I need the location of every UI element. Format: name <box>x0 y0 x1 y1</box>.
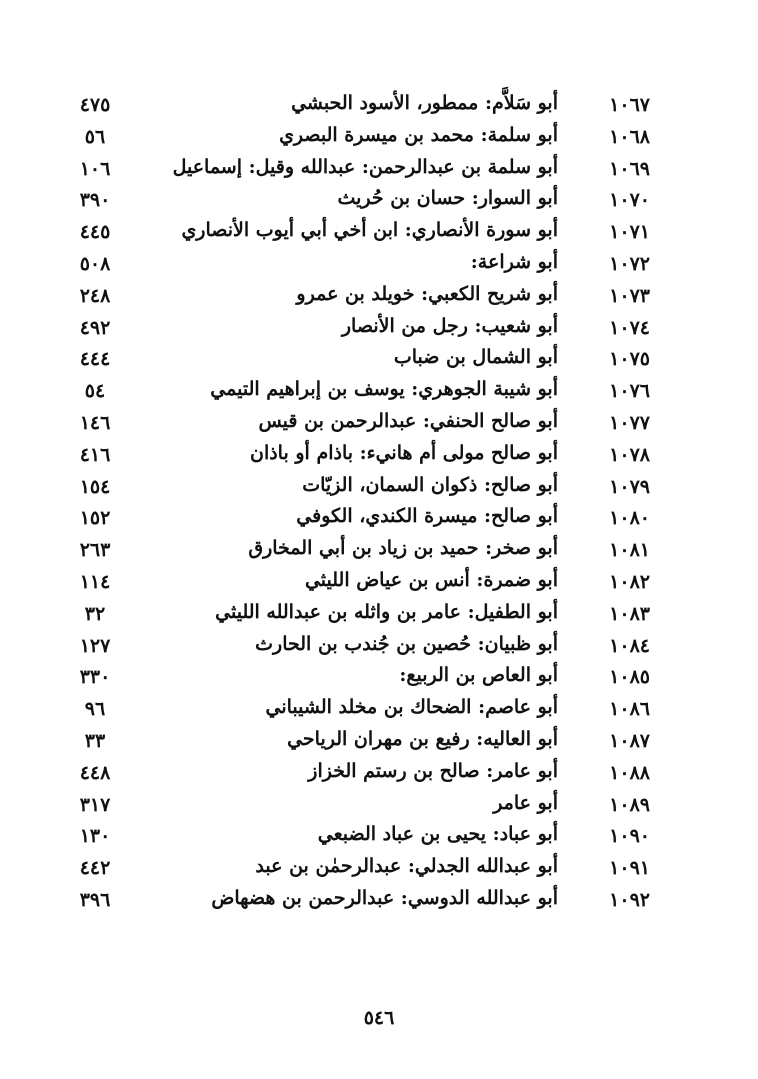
entry-number: ١٠٧٨ <box>609 443 650 466</box>
entry-number: ١٠٨٠ <box>609 507 650 530</box>
index-entry <box>60 505 650 537</box>
entry-number: ١٠٧٩ <box>609 475 650 498</box>
entry-number: ١٠٨٣ <box>609 602 650 625</box>
entry-page-reference: ١١٤ <box>79 570 111 593</box>
entry-name: أبو شعيب: رجل من الأنصار <box>341 314 558 337</box>
entry-number: ١٠٧٤ <box>609 316 650 339</box>
index-entry <box>60 696 650 728</box>
index-entry <box>60 887 650 919</box>
index-entry <box>60 346 650 378</box>
index-entry <box>60 92 650 124</box>
index-entry <box>60 633 650 665</box>
entry-page-reference: ٢٦٣ <box>79 539 111 562</box>
entry-page-reference: ٤٤٨ <box>79 761 111 784</box>
entry-name: أبو صالح مولى أم هانيء: باذام أو باذان <box>249 441 558 464</box>
entry-name: أبو سلمة بن عبدالرحمن: عبدالله وقيل: إسماعيل <box>172 155 558 178</box>
entry-number: ١٠٩٢ <box>609 888 650 911</box>
entry-number: ١٠٦٨ <box>609 125 650 148</box>
entry-page-reference: ٤٤٤ <box>79 348 111 371</box>
entry-number: ١٠٦٩ <box>609 157 650 180</box>
entry-name: أبو صالح: ذكوان السمان، الزيّات <box>302 473 558 496</box>
entry-name: أبو الطفيل: عامر بن واثله بن عبدالله الليثي <box>215 600 558 623</box>
index-entry <box>60 664 650 696</box>
entry-name: أبو صالح: ميسرة الكندي، الكوفي <box>296 505 558 528</box>
entry-name: أبو سورة الأنصاري: ابن أخي أبي أيوب الأنصاري <box>181 219 558 242</box>
entry-name: أبو السوار: حسان بن حُريث <box>337 187 558 210</box>
entry-page-reference: ١٣٠ <box>79 825 111 848</box>
entry-name: أبو العاليه: رفيع بن مهران الرياحي <box>287 727 558 750</box>
entry-number: ١٠٧٦ <box>609 380 650 403</box>
entry-page-reference: ١٤٦ <box>79 411 111 434</box>
entry-number: ١٠٨٧ <box>609 729 650 752</box>
index-entry <box>60 569 650 601</box>
entry-name: أبو شريح الكعبي: خويلد بن عمرو <box>296 282 558 305</box>
entry-page-reference: ١٠٦ <box>79 157 111 180</box>
entry-name: أبو الشمال بن ضباب <box>393 346 558 369</box>
entry-number: ١٠٨٨ <box>609 761 650 784</box>
entry-page-reference: ٥٦ <box>84 125 106 148</box>
entry-number: ١٠٧٣ <box>609 284 650 307</box>
index-entry <box>60 728 650 760</box>
index-entry <box>60 219 650 251</box>
index-entry <box>60 855 650 887</box>
entry-page-reference: ٣١٧ <box>79 793 111 816</box>
index-entry <box>60 410 650 442</box>
entry-name: أبو شراعة: <box>470 250 558 273</box>
entry-page-reference: ٤٧٥ <box>79 94 111 116</box>
index-entry <box>60 760 650 792</box>
entry-page-reference: ١٢٧ <box>79 634 111 657</box>
index-entry <box>60 156 650 188</box>
index-entry <box>60 823 650 855</box>
entry-name: أبو شيبة الجوهري: يوسف بن إبراهيم التيمي <box>210 378 558 401</box>
entry-name: أبو عباد: يحيى بن عباد الضبعي <box>317 823 558 846</box>
index-entry <box>60 537 650 569</box>
entry-number: ١٠٦٧ <box>609 94 650 116</box>
entry-page-reference: ١٥٤ <box>79 475 111 498</box>
index-entry <box>60 792 650 824</box>
entry-number: ١٠٨٦ <box>609 698 650 721</box>
entry-name: أبو عبدالله الجدلي: عبدالرحمٰن بن عبد <box>255 855 558 878</box>
entry-name: أبو عامر: صالح بن رستم الخزاز <box>308 759 558 782</box>
page-number: ٥٤٦ <box>363 1007 395 1029</box>
entry-name: أبو سلمة: محمد بن ميسرة البصري <box>279 123 558 146</box>
entry-number: ١٠٨٢ <box>609 570 650 593</box>
entry-name: أبو سَلاَّم: ممطور، الأسود الحبشي <box>291 92 558 114</box>
entry-number: ١٠٧٥ <box>609 348 650 371</box>
index-entry <box>60 315 650 347</box>
entry-number: ١٠٩٠ <box>609 825 650 848</box>
entry-name: أبو عبدالله الدوسي: عبدالرحمن بن هضهاض <box>211 886 558 909</box>
entry-name: أبو عاصم: الضحاك بن مخلد الشيباني <box>265 696 558 719</box>
index-entry <box>60 601 650 633</box>
entry-page-reference: ٤١٦ <box>79 443 111 466</box>
entry-page-reference: ٤٤٢ <box>79 857 111 880</box>
entry-name: أبو صخر: حميد بن زياد بن أبي المخارق <box>248 537 558 560</box>
entry-number: ١٠٨٥ <box>609 666 650 689</box>
entry-number: ١٠٧٠ <box>609 189 650 212</box>
entry-number: ١٠٨٤ <box>609 634 650 657</box>
entry-number: ١٠٧٧ <box>609 411 650 434</box>
entry-number: ١٠٨١ <box>609 539 650 562</box>
index-entry <box>60 124 650 156</box>
index-entry <box>60 442 650 474</box>
entry-name: أبو العاص بن الربيع: <box>399 664 558 687</box>
entry-page-reference: ٥٤ <box>84 380 106 403</box>
index-entry <box>60 187 650 219</box>
entry-number: ١٠٩١ <box>609 857 650 880</box>
entry-page-reference: ٤٩٢ <box>79 316 111 339</box>
entry-page-reference: ١٥٢ <box>79 507 111 530</box>
entry-number: ١٠٨٩ <box>609 793 650 816</box>
entry-number: ١٠٧٢ <box>609 252 650 275</box>
entry-name: أبو ظبيان: حُصين بن جُندب بن الحارث <box>255 632 558 655</box>
entry-page-reference: ٣٣ <box>84 729 106 752</box>
entry-name: أبو عامر <box>493 791 558 814</box>
index-entry <box>60 378 650 410</box>
entry-page-reference: ٩٦ <box>84 698 106 721</box>
entry-page-reference: ٤٤٥ <box>79 221 111 244</box>
index-entry <box>60 474 650 506</box>
entry-page-reference: ٢٤٨ <box>79 284 111 307</box>
entry-name: أبو ضمرة: أنس بن عياض الليثي <box>304 568 558 591</box>
entry-name: أبو صالح الحنفي: عبدالرحمن بن قيس <box>258 409 558 432</box>
index-list <box>60 92 650 919</box>
entry-page-reference: ٣٩٠ <box>79 189 111 212</box>
entry-page-reference: ٣٩٦ <box>79 888 111 911</box>
entry-page-reference: ٥٠٨ <box>79 252 111 275</box>
index-entry <box>60 283 650 315</box>
entry-page-reference: ٣٢ <box>84 602 106 625</box>
entry-number: ١٠٧١ <box>609 221 650 244</box>
entry-page-reference: ٣٣٠ <box>79 666 111 689</box>
index-entry <box>60 251 650 283</box>
